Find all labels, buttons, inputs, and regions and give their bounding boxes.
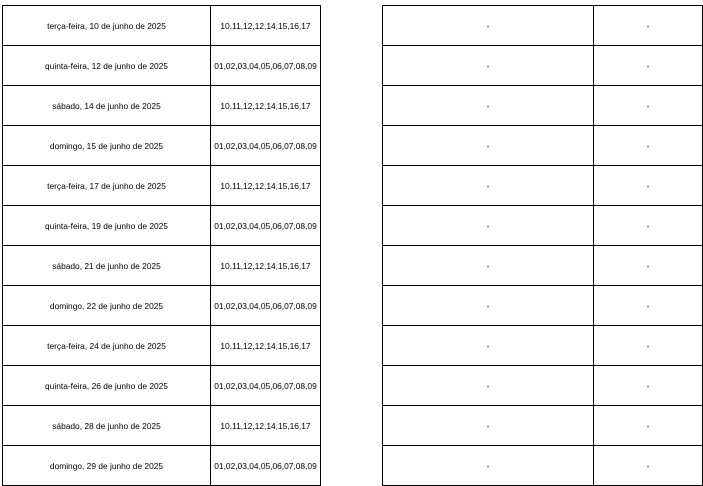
numbers-cell: 10,11,12,12,14,15,16,17 — [211, 6, 321, 46]
value-cell-a: - — [383, 46, 594, 86]
value-cell-b: - — [594, 6, 703, 46]
value-cell-a: - — [383, 126, 594, 166]
value-cell-b: - — [594, 86, 703, 126]
table-row — [383, 326, 703, 366]
numbers-cell: 01,02,03,04,05,06,07,08,09 — [211, 366, 321, 406]
table-row — [3, 366, 321, 406]
date-cell: sábado, 14 de junho de 2025 — [3, 86, 211, 126]
value-cell-a: - — [383, 286, 594, 326]
date-cell: quinta-feira, 19 de junho de 2025 — [3, 206, 211, 246]
value-cell-a: - — [383, 166, 594, 206]
date-cell: terça-feira, 10 de junho de 2025 — [3, 6, 211, 46]
table-row — [383, 126, 703, 166]
value-cell-b: - — [594, 166, 703, 206]
value-cell-a: - — [383, 246, 594, 286]
date-cell: sábado, 28 de junho de 2025 — [3, 406, 211, 446]
table-row — [3, 446, 321, 486]
value-cell-a: - — [383, 86, 594, 126]
value-cell-b: - — [594, 326, 703, 366]
date-cell: quinta-feira, 26 de junho de 2025 — [3, 366, 211, 406]
schedule-values-table — [382, 5, 703, 486]
value-cell-b: - — [594, 126, 703, 166]
value-cell-a: - — [383, 446, 594, 486]
date-cell: terça-feira, 17 de junho de 2025 — [3, 166, 211, 206]
value-cell-a: - — [383, 326, 594, 366]
value-cell-b: - — [594, 446, 703, 486]
value-cell-a: - — [383, 366, 594, 406]
table-row — [3, 46, 321, 86]
date-cell: domingo, 22 de junho de 2025 — [3, 286, 211, 326]
date-cell: quinta-feira, 12 de junho de 2025 — [3, 46, 211, 86]
table-row — [3, 6, 321, 46]
table-row — [3, 206, 321, 246]
table-row — [3, 246, 321, 286]
value-cell-a: - — [383, 406, 594, 446]
date-cell: domingo, 15 de junho de 2025 — [3, 126, 211, 166]
value-cell-b: - — [594, 366, 703, 406]
table-row — [383, 446, 703, 486]
numbers-cell: 01,02,03,04,05,06,07,08,09 — [211, 46, 321, 86]
numbers-cell: 10,11,12,12,14,15,16,17 — [211, 166, 321, 206]
numbers-cell: 01,02,03,04,05,06,07,08,09 — [211, 286, 321, 326]
schedule-dates-body — [3, 6, 321, 486]
numbers-cell: 10,11,12,12,14,15,16,17 — [211, 406, 321, 446]
value-cell-b: - — [594, 286, 703, 326]
table-row — [383, 246, 703, 286]
table-row — [383, 406, 703, 446]
table-row — [383, 166, 703, 206]
date-cell: terça-feira, 24 de junho de 2025 — [3, 326, 211, 366]
table-row — [3, 406, 321, 446]
table-row — [3, 166, 321, 206]
schedule-values-body — [383, 6, 703, 486]
numbers-cell: 10,11,12,12,14,15,16,17 — [211, 86, 321, 126]
numbers-cell: 10,11,12,12,14,15,16,17 — [211, 246, 321, 286]
value-cell-a: - — [383, 206, 594, 246]
numbers-cell: 01,02,03,04,05,06,07,08,09 — [211, 126, 321, 166]
table-row — [383, 6, 703, 46]
table-row — [3, 86, 321, 126]
table-row — [3, 126, 321, 166]
schedule-dates-table — [2, 5, 321, 486]
date-cell: sábado, 21 de junho de 2025 — [3, 246, 211, 286]
date-cell: domingo, 29 de junho de 2025 — [3, 446, 211, 486]
table-row — [383, 46, 703, 86]
numbers-cell: 01,02,03,04,05,06,07,08,09 — [211, 206, 321, 246]
value-cell-a: - — [383, 6, 594, 46]
table-row — [383, 86, 703, 126]
numbers-cell: 10,11,12,12,14,15,16,17 — [211, 326, 321, 366]
table-row — [3, 326, 321, 366]
value-cell-b: - — [594, 246, 703, 286]
table-row — [3, 286, 321, 326]
value-cell-b: - — [594, 206, 703, 246]
table-row — [383, 366, 703, 406]
table-row — [383, 206, 703, 246]
value-cell-b: - — [594, 46, 703, 86]
table-row — [383, 286, 703, 326]
numbers-cell: 01,02,03,04,05,06,07,08,09 — [211, 446, 321, 486]
value-cell-b: - — [594, 406, 703, 446]
